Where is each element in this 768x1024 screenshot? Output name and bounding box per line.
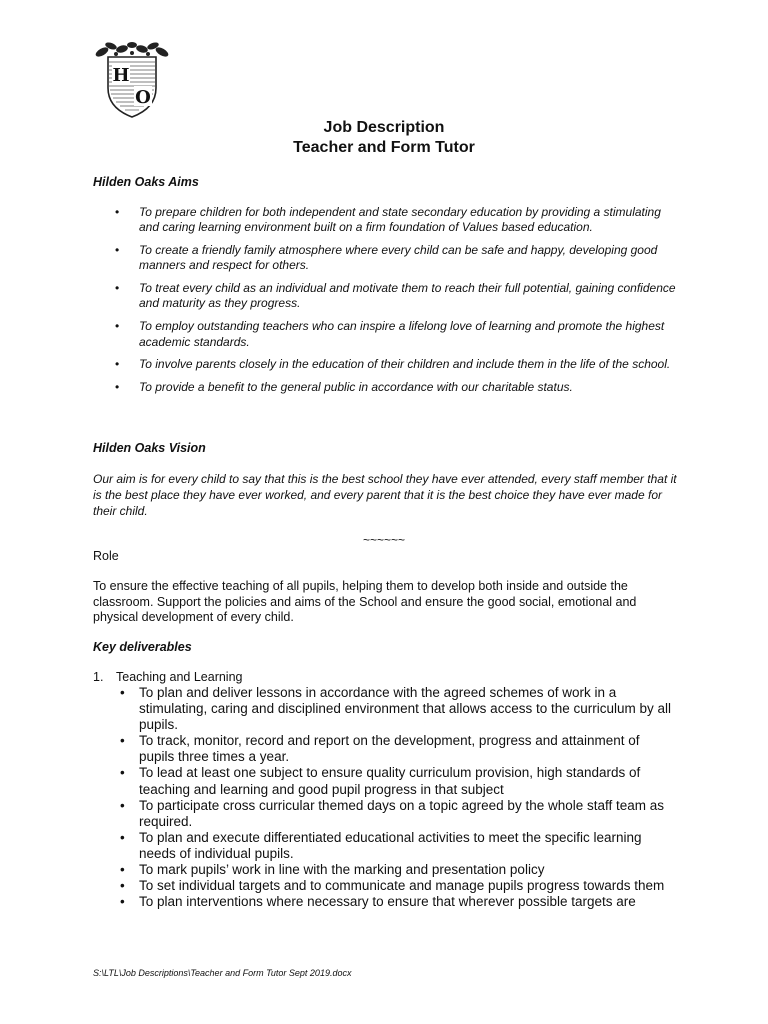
- document-subtitle: Teacher and Form Tutor: [293, 139, 475, 156]
- deliverable-item: [93, 670, 243, 684]
- school-crest-logo: [92, 40, 172, 120]
- svg-text:O: O: [135, 87, 151, 108]
- vision-heading: Hilden Oaks Vision: [93, 441, 206, 455]
- role-paragraph: To ensure the effective teaching of all pupils, helping them to develop both inside and outside the classroom. Support the policies and aims of the School and ensure the good social, emotional and physical development of every child.: [93, 579, 637, 624]
- aims-list: [93, 205, 683, 403]
- list-item: • To provide a benefit to the general public in accordance with our charitable status.: [93, 380, 683, 395]
- list-item: • To plan and deliver lessons in accordance with the agreed schemes of work in a stimulating, caring and disciplined environment that allows access to the curriculum by all pupils.: [115, 685, 675, 733]
- list-item: • To prepare children for both independent and state secondary education by providing a stimulating and caring learning environment built on a firm foundation of Values based education.: [93, 205, 683, 236]
- list-item: • To create a friendly family atmosphere where every child can be safe and happy, developing good manners and respect for others.: [93, 243, 683, 274]
- list-item: • To employ outstanding teachers who can inspire a lifelong love of learning and promote the highest academic standards.: [93, 319, 683, 350]
- document-title: Job Description: [323, 119, 445, 136]
- role-heading: Role: [93, 549, 119, 563]
- item-title: Teaching and Learning: [116, 670, 243, 684]
- vision-paragraph: Our aim is for every child to say that this is the best school they have ever attended, every staff member that it is the best place they have ever worked, and every parent that it is the best choice they have ever made for their child.: [93, 472, 677, 518]
- item-number: 1.: [93, 670, 104, 684]
- list-item: • To lead at least one subject to ensure quality curriculum provision, high standards of teaching and learning and good pupil progress in that subject: [115, 765, 675, 797]
- key-deliverables-heading: Key deliverables: [93, 640, 192, 654]
- section-separator: ~~~~~~: [362, 533, 406, 547]
- svg-text:H: H: [112, 65, 130, 86]
- aims-heading: Hilden Oaks Aims: [93, 175, 199, 189]
- list-item: • To set individual targets and to communicate and manage pupils progress towards them: [115, 878, 675, 894]
- list-item: • To mark pupils’ work in line with the marking and presentation policy: [115, 862, 675, 878]
- list-item: • To plan and execute differentiated educational activities to meet the specific learning needs of individual pupils.: [115, 830, 675, 862]
- list-item: • To involve parents closely in the education of their children and include them in the life of the school.: [93, 357, 683, 372]
- teaching-tasks-list: [115, 685, 675, 910]
- footer-file-path: S:\LTL\Job Descriptions\Teacher and Form Tutor Sept 2019.docx: [93, 968, 352, 978]
- list-item: • To track, monitor, record and report on the development, progress and attainment of pupils three times a year.: [115, 733, 675, 765]
- list-item: • To participate cross curricular themed days on a topic agreed by the whole staff team as required.: [115, 798, 675, 830]
- list-item: • To plan interventions where necessary to ensure that wherever possible targets are: [115, 894, 675, 910]
- list-item: • To treat every child as an individual and motivate them to reach their full potential, gaining confidence and maturity as they progress.: [93, 281, 683, 312]
